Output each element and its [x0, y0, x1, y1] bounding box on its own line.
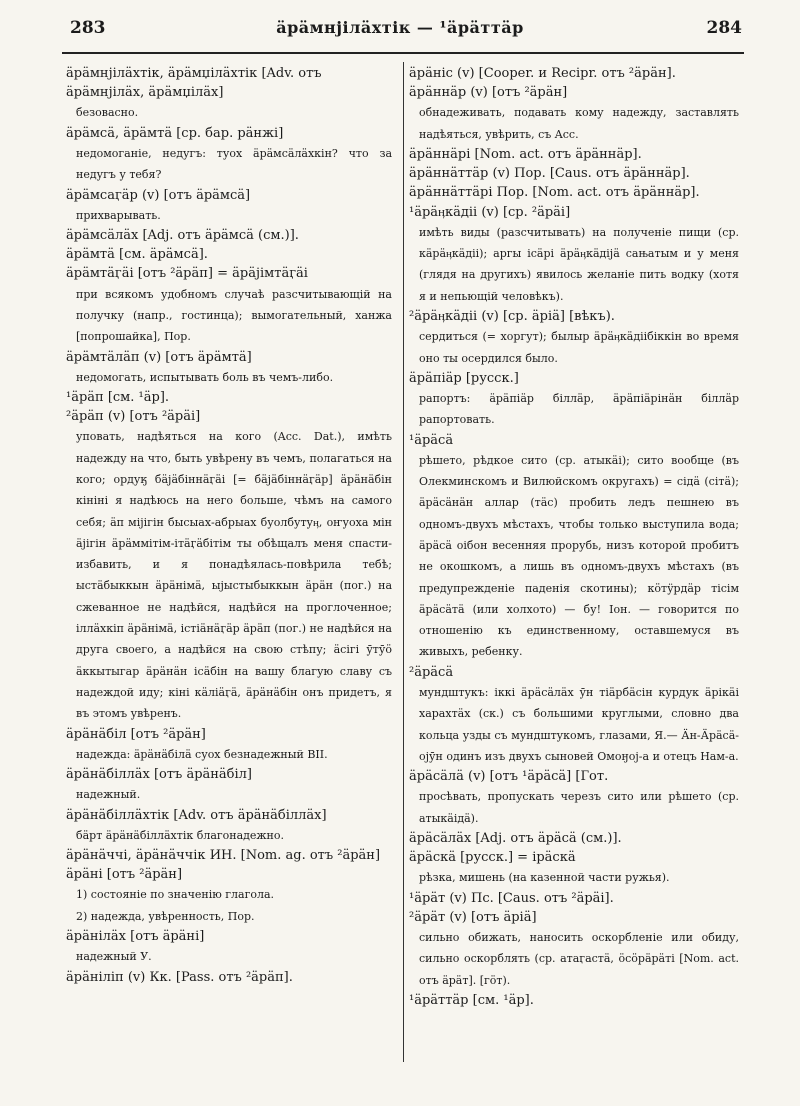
entry-definition: сердиться (= хоргут); былыр ӓрӓӊкӓдiібiккiн во время оно ты осердился было. — [419, 330, 739, 365]
entry-definition: просѣвать, пропускать черезъ сито или рѣшето (ср. атыкӓiдӓ). — [419, 790, 739, 825]
entry-definition: недомогать, испытывать боль въ чемъ-либо. — [76, 370, 334, 384]
entry-headword: ӓрӓнӓбiллӓхтiк [Adv. отъ ӓрӓнӓбiллӓх] — [66, 807, 327, 823]
entry-headword: ӓрӓнiс (v) [Cooper. и Recipr. отъ ²ӓрӓн]. — [409, 66, 676, 81]
entry-definition: недомоганіе, недугъ: туох ӓрӓмсӓлӓхкiн? что за недугъ у тебя? — [76, 146, 392, 182]
entry-headword: ӓрӓннӓрi [Nom. act. отъ ӓрӓннӓр]. — [409, 147, 642, 162]
entry-headword: ӓрӓмсӓ, ӓрӓмтӓ [ср. бар. рӓнжi] — [66, 125, 284, 141]
entry-definition: бӓрт ӓрӓнӓбiллӓхтiк благонадежно. — [76, 828, 285, 842]
entry-headword: ӓрӓмнјiлӓхтiк, ӓрӓмџiлӓхтiк [Adv. отъ ӓрӓмнјiлӓх, ӓрӓмџiлӓх] — [66, 66, 322, 101]
entry-headword: ¹ӓрӓттӓр [см. ¹ӓр]. — [409, 992, 534, 1008]
entry-definition: безовасно. — [76, 106, 139, 120]
entry-definition: обнадеживать, подавать кому надежду, заставлять надѣяться, увѣрить, съ Acc. — [419, 106, 739, 141]
page-header — [0, 18, 800, 48]
entry-headword: ӓрӓннӓттӓрi Пор. [Nom. act. отъ ӓрӓннӓр]. — [409, 185, 700, 201]
column-separator — [403, 62, 404, 1062]
entry-headword: ¹ӓрӓт (v) Пс. [Caus. отъ ²ӓрӓi]. — [409, 890, 614, 906]
entry-headword: ӓрӓннӓттӓр (v) Пор. [Caus. отъ ӓрӓннӓр]. — [409, 166, 690, 182]
entry-headword: ӓрӓсӓлӓ (v) [отъ ¹ӓрӓсӓ] [Гот. — [409, 769, 609, 785]
entry-headword: ӓрӓнiлӓх [отъ ӓрӓнi] — [66, 929, 205, 945]
entry-headword: ӓрӓнi [отъ ²ӓрӓн] — [66, 867, 183, 883]
entry-headword: ӓрӓмсаӷӓр (v) [отъ ӓрӓмсӓ] — [66, 187, 251, 203]
entry-headword: ӓрӓпiӓр [русск.] — [409, 370, 519, 386]
entry-headword: ¹ӓрӓп [см. ¹ӓр]. — [66, 390, 170, 405]
entry-definition: надежда: ӓрӓнӓбiлӓ суох безнадежный ВII. — [76, 747, 328, 761]
entry-definition: 2) надежда, увѣренность, Пор. — [76, 909, 255, 923]
entry-definition: имѣть виды (разсчитывать) на полученіе пищи (ср. кӓрӓӊкӓдiі); аргы iсӓрi ӓрӓӊкӓдiјӓ сањатым и у меня (глядя на другихъ) явилось желаніе пить водку (хотя я и непьющій человѣкъ). — [419, 225, 739, 303]
entry-definition: надежный. — [76, 788, 141, 802]
left-column — [66, 64, 392, 1064]
entry-headword: ӓрӓскӓ [русск.] = iрӓскӓ — [409, 850, 576, 866]
entry-definition: надежный У. — [76, 950, 152, 964]
entry-headword: ӓрӓнiлiп (v) Кк. [Pass. отъ ²ӓрӓп]. — [66, 969, 293, 985]
entry-headword: ²ӓрӓсӓ — [409, 664, 454, 680]
entry-headword: ӓрӓмтӓ [см. ӓрӓмсӓ]. — [66, 247, 208, 263]
right-column — [409, 64, 739, 1064]
entry-headword: ¹ӓрӓӊкӓдiі (v) [ср. ²ӓрӓi] — [409, 204, 571, 220]
entry-headword: ӓрӓннӓр (v) [отъ ²ӓрӓн] — [409, 85, 568, 101]
entry-headword: ²ӓрӓп (v) [отъ ²ӓрӓi] — [66, 409, 201, 425]
entry-definition: мундштукъ: iккi ӓрӓсӓлӓх ӯн тiӓрбӓсiн курдук ӓрiкӓi харахтӓх (ск.) съ большими круглыми, словно два кольца узды съ мундштукомъ, глазами, Я.— Ӓн-Ӓрӓсӓ-ојӯн одинъ изъ двухъ сыновей Омоӈој-а и отецъ Нам-а. — [419, 685, 739, 763]
entry-headword: ӓрӓсӓлӓх [Adj. отъ ӓрӓсӓ (см.)]. — [409, 830, 622, 846]
entry-headword: ӓрӓнӓбiл [отъ ²ӓрӓн] — [66, 726, 206, 742]
entry-headword: ²ӓрӓт (v) [отъ ӓрiӓ] — [409, 909, 537, 925]
entry-definition: 1) состояніе по значенію глагола. — [76, 888, 275, 902]
entry-definition: рапортъ: ӓрӓпiӓр бiллӓр, ӓрӓпiӓрiнӓн бiллӓр рапортовать. — [419, 392, 739, 427]
entry-headword: ӓрӓнӓбiллӓх [отъ ӓрӓнӓбiл] — [66, 767, 252, 783]
entry-headword: ӓрӓмсӓлӓх [Adj. отъ ӓрӓмсӓ (см.)]. — [66, 228, 299, 243]
entry-definition: при всякомъ удобномъ случаѣ разсчитывающій на получку (напр., гостинца); вымогательный, ханжа [попрошайка], Пор. — [76, 287, 392, 344]
entry-definition: прихварывать. — [76, 208, 161, 222]
entry-headword: ²ӓрӓӊкӓдiі (v) [ср. ӓрiӓ] [вѣкъ). — [409, 309, 615, 324]
page-number-right: 284 — [706, 18, 742, 38]
entry-definition: рѣзка, мишень (на казенной части ружья). — [419, 871, 670, 885]
entry-definition: сильно обижать, наносить оскорбленіе или обиду, сильно оскорблять (ср. атаӷастӓ, ӧсӧрӓрӓтi [Nom. act. отъ ӓрӓт]. [гӧт). — [419, 931, 739, 987]
entry-headword: ӓрӓмтӓлӓп (v) [отъ ӓрӓмтӓ] — [66, 349, 252, 365]
running-head: ӓрӓмнјiлӓхтiк — ¹ӓрӓттӓр — [276, 18, 524, 37]
entry-headword: ӓрӓнӓччi, ӓрӓнӓччiк ИН. [Nom. ag. отъ ²ӓрӓн] — [66, 848, 381, 864]
header-rule — [62, 52, 744, 54]
entry-headword: ӓрӓмтӓӷӓi [отъ ²ӓрӓп] = ӓрӓjiмтӓӷӓi — [66, 266, 308, 282]
entry-definition: рѣшето, рѣдкое сито (ср. атыкӓi); сито вообще (въ Олекминскомъ и Вилюйскомъ округахъ) = сiдӓ (сiтӓ); ӓрӓсӓнӓн аллар (тӓс) пробить ледъ пешнею въ одномъ-двухъ мѣстахъ, чтобы только выступила вода; ӓрӓсӓ оiбон весенняя прорубь, низъ которой пробитъ не окошкомъ, а лишь въ одномъ-двухъ мѣстахъ (въ предупрежденіе паденія скотины); кӧтӱрдӓр тiсiм ӓрӓсӓтӓ (или холхото) — бу! Іон. — говорится по отношенію къ единственному, оставшемуся въ живыхъ, ребенку. — [419, 453, 739, 659]
page-number-left: 283 — [70, 18, 106, 38]
entry-headword: ¹ӓрӓсӓ — [409, 432, 454, 448]
entry-definition: уповать, надѣяться на кого (Acc. Dat.), имѣть надежду на что, быть увѣрену въ чемъ, полагаться на кого; ордуӄ бӓjӓбiннӓӷӓi [= бӓjӓбiннӓӷӓр] ӓрӓнӓбiн кiнiнi я надѣюсь на него больше, чѣмъ на самого себя; ӓп мiјiгiн бысыах-абрыах буолбутуӊ, оҥуоха мiн ӓјiгiн ӓрӓммiтiм-iтӓӷӓбiтiм ты обѣщалъ меня спасти-избавить, и я понадѣялась-повѣрила тебѣ; ыстӓбыккын ӓрӓнiмӓ, ыјыстыбыккын ӓрӓн (пог.) на сжеванное не надѣйся, надѣйся на проглоченное; iллӓхкiп ӓрӓнiмӓ, iстiӓнӓӷӓр ӓрӓп (пог.) не надѣйся на друга своего, а надѣйся на свою стѣпу; ӓсiгi ӯтӯӧ ӓккытыгар ӓрӓнӓн iсӓбiн на вашу благую славу съ надеждой иду; кiнi кӓлiӓӷӓ, ӓрӓнӓбiн онъ придетъ, я въ этомъ увѣренъ. — [76, 430, 392, 721]
